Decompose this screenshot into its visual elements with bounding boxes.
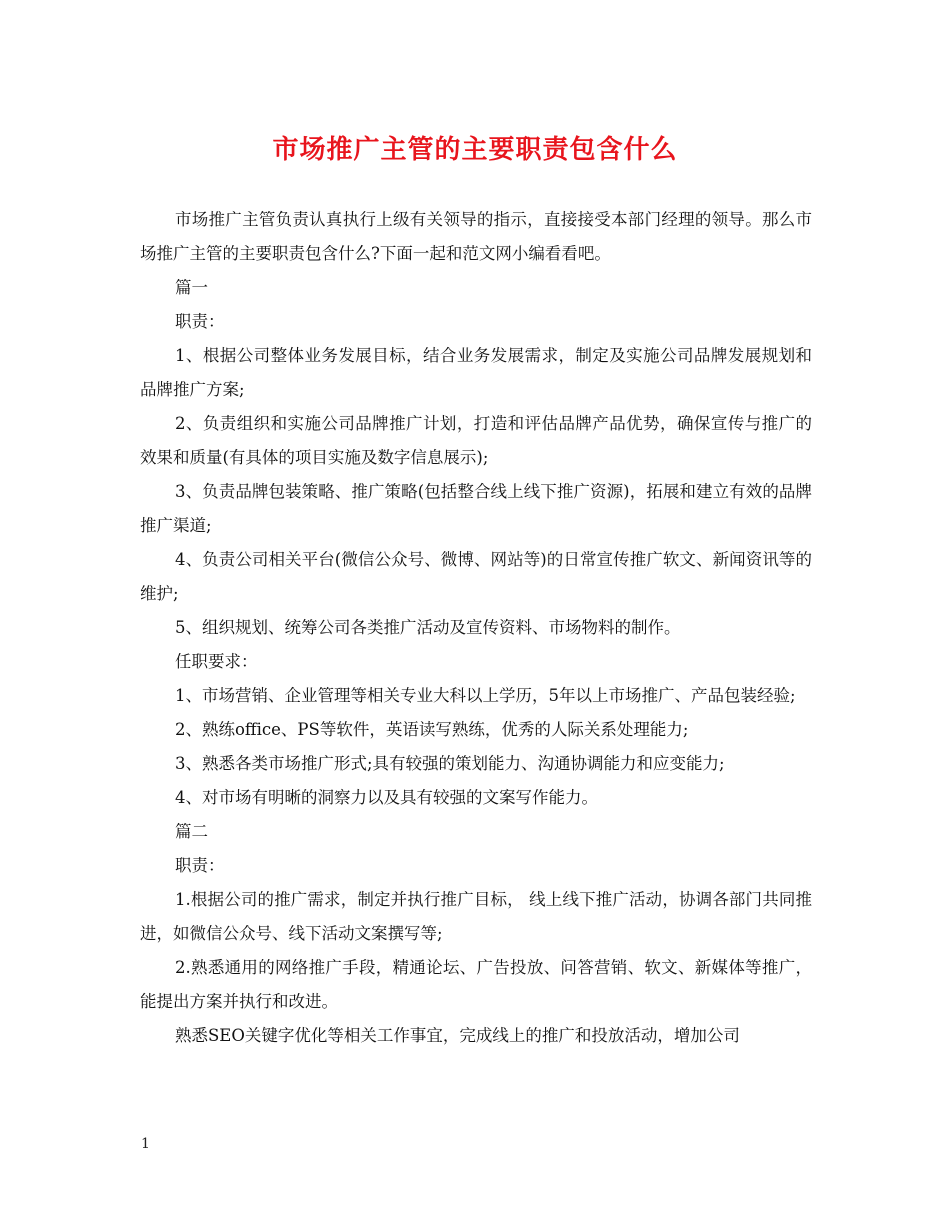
responsibilities-heading: 职责： (175, 856, 225, 875)
section-heading-part-one: 篇一 (175, 278, 208, 297)
requirement-item: 2、熟练office、PS等软件，英语读写熟练，优秀的人际关系处理能力; (175, 720, 689, 739)
responsibility-item: 1、根据公司整体业务发展目标，结合业务发展需求，制定及实施公司品牌发展规划和品牌推广方案; (140, 346, 812, 399)
responsibility-item: 1.根据公司的推广需求，制定并执行推广目标， 线上线下推广活动，协调各部门共同推进，如微信公众号、线下活动文案撰写等; (140, 890, 812, 943)
responsibility-item: 2.熟悉通用的网络推广手段，精通论坛、广告投放、问答营销、软文、新媒体等推广，能提出方案并执行和改进。 (140, 958, 812, 1011)
intro-paragraph: 市场推广主管负责认真执行上级有关领导的指示，直接接受本部门经理的领导。那么市场推广主管的主要职责包含什么?下面一起和范文网小编看看吧。 (140, 210, 812, 263)
requirement-item: 4、对市场有明晰的洞察力以及具有较强的文案写作能力。 (175, 788, 598, 807)
section-heading-part-two: 篇二 (175, 822, 208, 841)
body-paragraph: 熟悉SEO关键字优化等相关工作事宜，完成线上的推广和投放活动，增加公司 (175, 1026, 740, 1045)
document-title: 市场推广主管的主要职责包含什么 (272, 135, 678, 165)
requirement-item: 3、熟悉各类市场推广形式;具有较强的策划能力、沟通协调能力和应变能力; (175, 754, 725, 773)
responsibility-item: 3、负责品牌包装策略、推广策略(包括整合线上线下推广资源)，拓展和建立有效的品牌推广渠道; (140, 482, 812, 535)
responsibilities-heading: 职责： (175, 312, 225, 331)
requirements-heading: 任职要求： (175, 652, 258, 671)
requirement-item: 1、市场营销、企业管理等相关专业大科以上学历，5年以上市场推广、产品包装经验; (175, 686, 796, 705)
page-number: 1 (141, 1136, 150, 1152)
responsibility-item: 2、负责组织和实施公司品牌推广计划，打造和评估品牌产品优势，确保宣传与推广的效果和质量(有具体的项目实施及数字信息展示); (140, 414, 812, 467)
document-body (140, 203, 812, 1053)
responsibility-item: 5、组织规划、统筹公司各类推广活动及宣传资料、市场物料的制作。 (175, 618, 681, 637)
responsibility-item: 4、负责公司相关平台(微信公众号、微博、网站等)的日常宣传推广软文、新闻资讯等的维护; (140, 550, 812, 603)
